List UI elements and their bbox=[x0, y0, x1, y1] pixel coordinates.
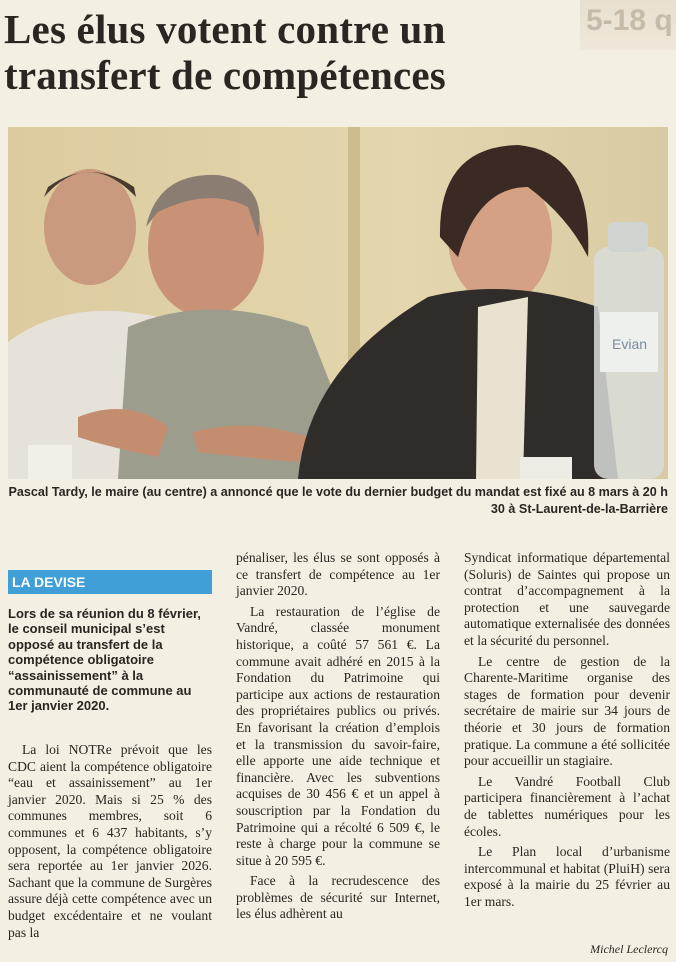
photo-illustration bbox=[8, 127, 668, 479]
paragraph: pénaliser, les élus se sont opposés à ce transfert de compétence au 1er janvier 2020. bbox=[236, 550, 440, 599]
paragraph: La restauration de l’église de Vandré, classée monument historique, a coûté 57 561 €. La commune avait adhéré en 2015 à la Fondation du Patrimoine qui participe aux actions de restauration des propriétaires publics ou privés. En favorisant la création d’emplois et la transmission du savoir-faire, elle apporte une aide technique et financière. Avec les subventions acquises de 30 456 € et un appel à souscription par la Fondation du Patrimoine qui a récolté 6 509 €, le reste à charge pour la commune se situe à 20 595 €. bbox=[236, 603, 440, 868]
section-label: LA DEVISE bbox=[8, 570, 212, 594]
column-2 bbox=[236, 550, 440, 923]
paragraph: Syndicat informatique départemental (Soluris) de Saintes qui propose un contrat d’accompagnement à la protection et une sauvegarde automatique externalisée des données et la sécurité du personnel. bbox=[464, 550, 670, 648]
adjacent-article-fragment: 5-18 q bbox=[580, 0, 676, 50]
paragraph: Le centre de gestion de la Charente-Maritime organise des stages de formation pour devenir secrétaire de mairie sur 34 jours de théorie et 30 jours de formation pratique. La commune a été sollicitée pour accueillir un stagiaire. bbox=[464, 653, 670, 769]
article-photo bbox=[8, 127, 668, 479]
lead-paragraph: Lors de sa réunion du 8 février, le conseil municipal s’est opposé au transfert de la compétence obligatoire “assainissement” à la communauté de commune au 1er janvier 2020. bbox=[8, 606, 201, 714]
headline: Les élus votent contre un transfert de compétences bbox=[4, 6, 446, 98]
author-signature: Michel Leclercq bbox=[590, 942, 668, 956]
paragraph: Le Plan local d’urbanisme intercommunal et habitat (PluiH) sera exposé à la mairie du 25 février au 1er mars. bbox=[464, 844, 670, 909]
column-3 bbox=[464, 550, 670, 910]
paragraph: Le Vandré Football Club participera financièrement à l’achat de tablettes numériques pour les écoles. bbox=[464, 773, 670, 839]
paragraph: Face à la recrudescence des problèmes de sécurité sur Internet, les élus adhèrent au bbox=[236, 873, 440, 922]
column-1 bbox=[8, 742, 212, 941]
paragraph: La loi NOTRe prévoit que les CDC aient la compétence obligatoire “eau et assainissement” au 1er janvier 2020. Mais si 25 % des communes membres, soit 6 communes et 6 437 habitants, s’y opposent, la compétence obligatoire sera reportée au 1er janvier 2026. Sachant que la commune de Surgères assure déjà cette compétence avec un budget excédentaire et ne voulant pas la bbox=[8, 742, 212, 940]
photo-caption: Pascal Tardy, le maire (au centre) a annoncé que le vote du dernier budget du mandat est fixé au 8 mars à 20 h 30 à St-Laurent-de-la-Barrière bbox=[8, 485, 668, 516]
bottle-label: Evian bbox=[612, 336, 648, 352]
